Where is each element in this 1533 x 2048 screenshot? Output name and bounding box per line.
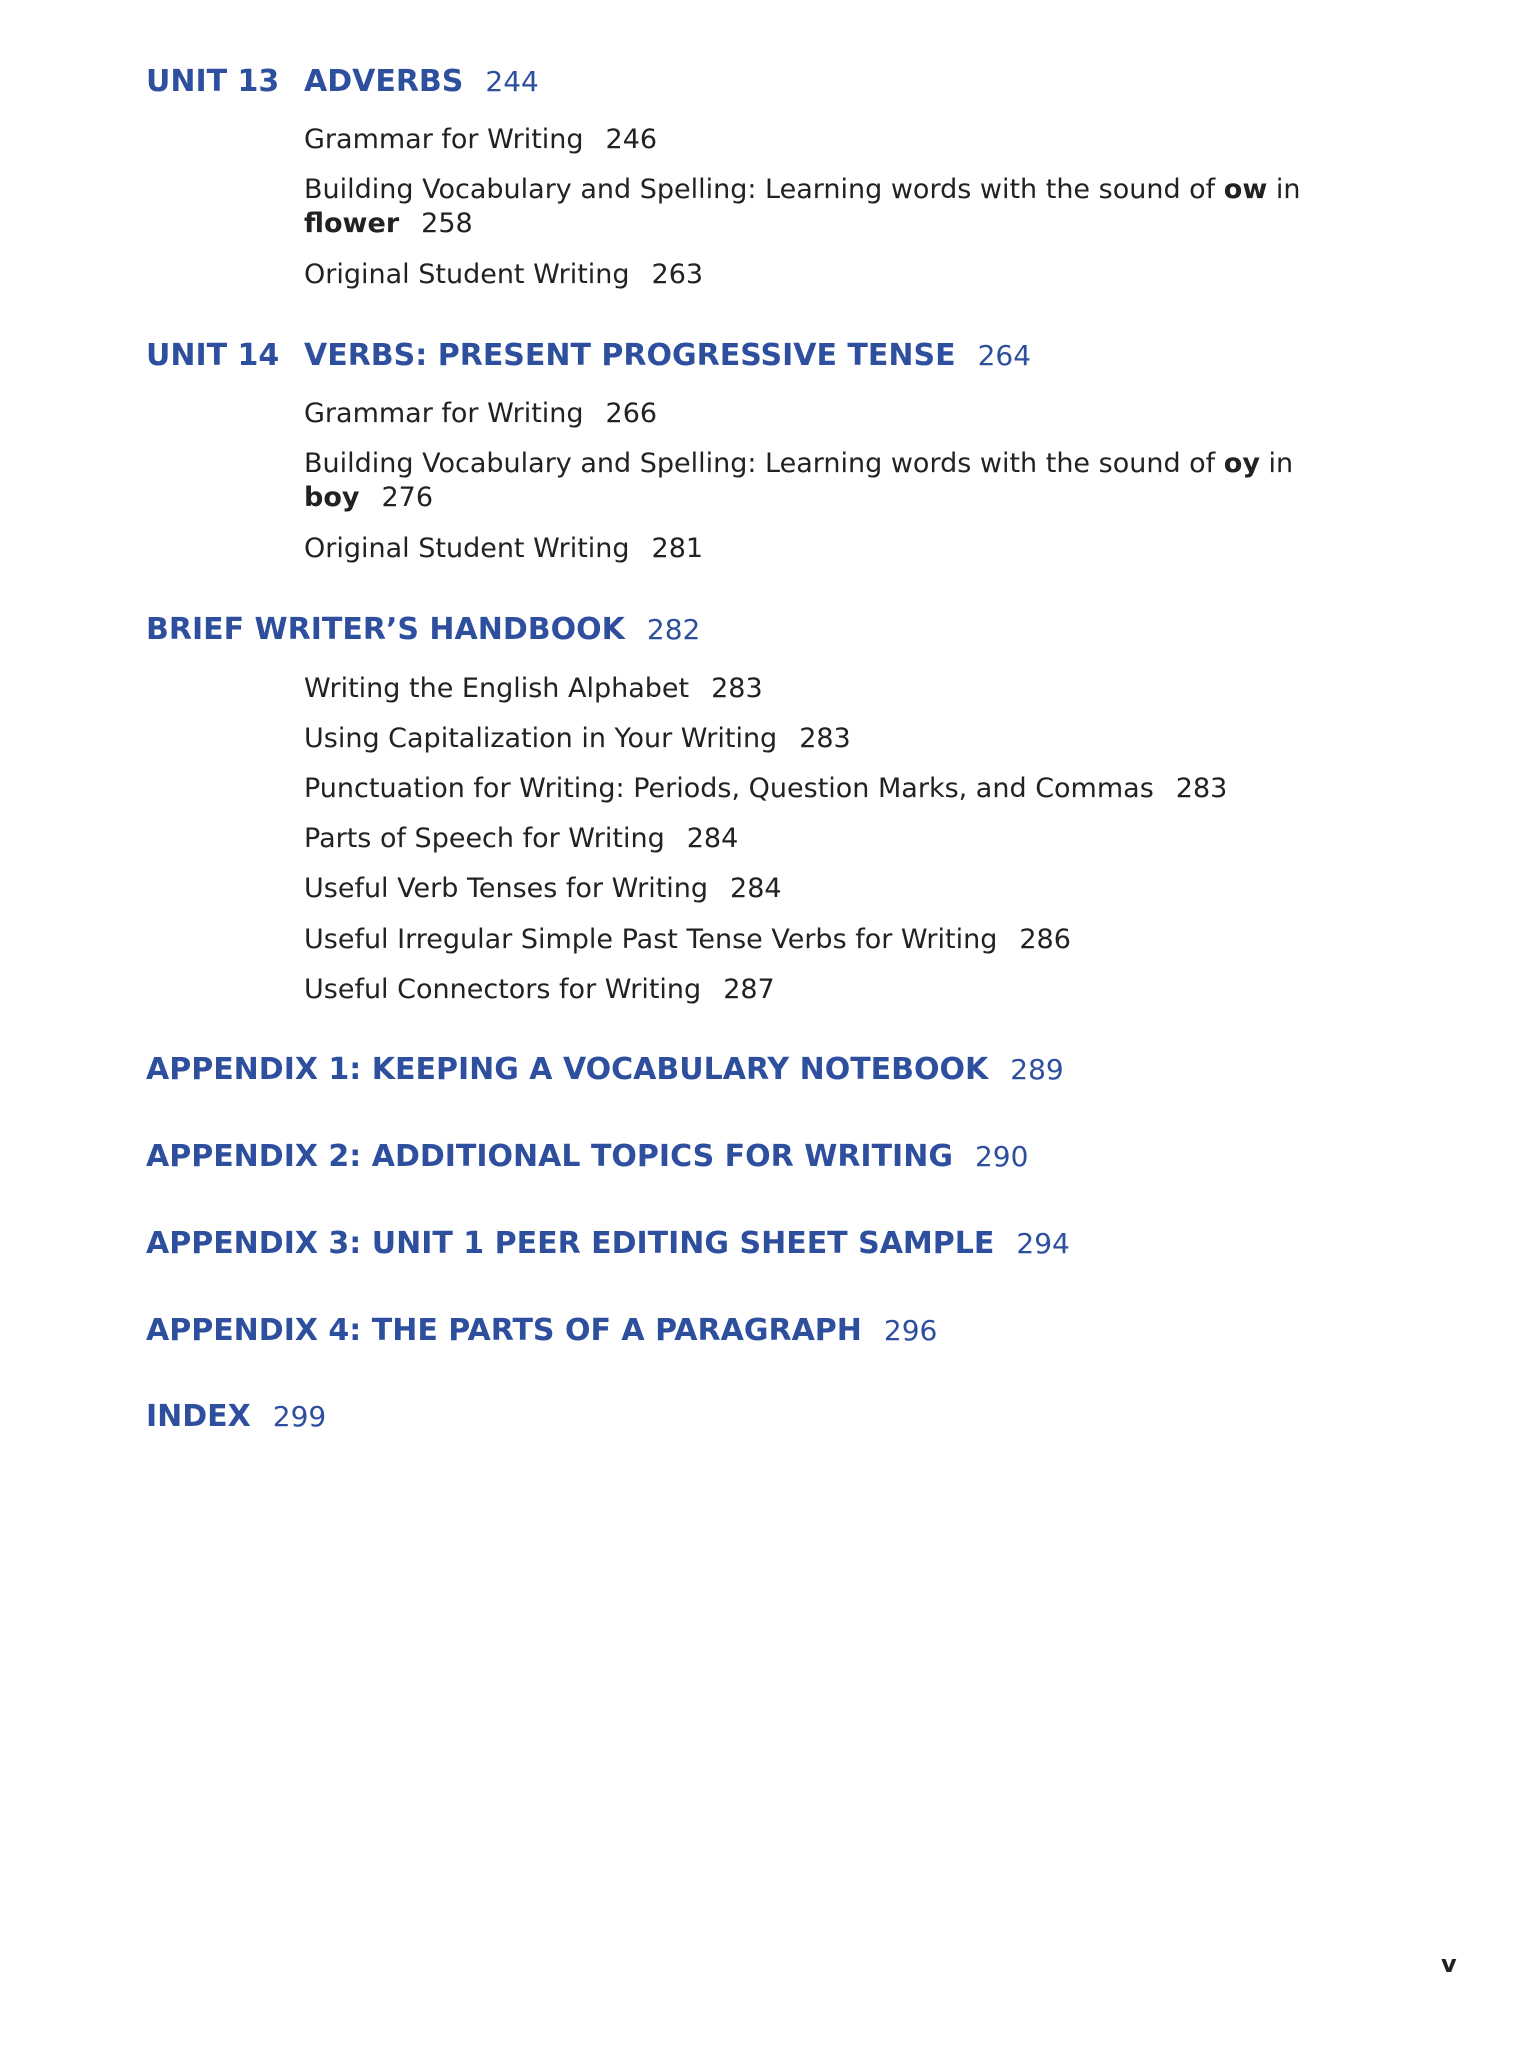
toc-entry[interactable] (304, 722, 851, 756)
page-number: 284 (686, 823, 739, 854)
unit-number: UNIT 14 (146, 338, 280, 373)
page-number: 281 (651, 533, 704, 564)
page-number: 266 (605, 398, 658, 429)
unit-title: ADVERBS (304, 64, 464, 99)
entry-title: Punctuation for Writing: Periods, Question Marks, and Commas (304, 773, 1154, 804)
appendix-1-heading[interactable] (146, 1052, 1064, 1088)
section-title: BRIEF WRITER’S HANDBOOK (146, 612, 625, 647)
entry-title: Using Capitalization in Your Writing (304, 723, 778, 754)
handbook-heading[interactable] (146, 612, 700, 648)
entry-bold-word: flower (304, 208, 400, 239)
unit-number: UNIT 13 (146, 64, 280, 99)
toc-entry[interactable] (304, 923, 1071, 957)
entry-title: Grammar for Writing (304, 124, 584, 155)
toc-entry[interactable] (304, 872, 782, 906)
toc-entry[interactable] (304, 772, 1227, 806)
page-number: 283 (1175, 773, 1228, 804)
appendix-2-heading[interactable] (146, 1139, 1028, 1175)
entry-connector: in (1275, 174, 1301, 205)
page-number: 282 (646, 613, 701, 646)
unit-13-heading[interactable] (146, 64, 539, 100)
toc-entry[interactable] (304, 173, 1324, 241)
unit-title: VERBS: PRESENT PROGRESSIVE TENSE (304, 338, 956, 373)
index-heading[interactable] (146, 1399, 326, 1435)
entry-title: Parts of Speech for Writing (304, 823, 665, 854)
unit-14-heading[interactable] (146, 338, 1031, 374)
page-number: 299 (272, 1400, 327, 1433)
page-number: 296 (883, 1314, 938, 1347)
section-title: APPENDIX 2: ADDITIONAL TOPICS FOR WRITING (146, 1139, 953, 1174)
page-number: 294 (1016, 1227, 1070, 1260)
page-number: 286 (1019, 924, 1071, 955)
toc-entry[interactable] (304, 672, 763, 706)
page-number: 287 (723, 974, 775, 1005)
page-number: 283 (711, 673, 763, 704)
entry-title: Useful Verb Tenses for Writing (304, 873, 709, 904)
entry-title: Original Student Writing (304, 259, 630, 290)
entry-title: Useful Irregular Simple Past Tense Verbs for Writing (304, 924, 998, 955)
entry-bold-letters: ow (1223, 174, 1268, 205)
page-number: 283 (799, 723, 851, 754)
toc-entry[interactable] (304, 258, 703, 292)
entry-title: Original Student Writing (304, 533, 630, 564)
toc-entry[interactable] (304, 123, 657, 157)
toc-entry[interactable] (304, 822, 738, 856)
toc-entry[interactable] (304, 973, 775, 1007)
entry-bold-word: boy (304, 482, 360, 513)
entry-bold-letters: oy (1223, 448, 1260, 479)
entry-title: Useful Connectors for Writing (304, 974, 702, 1005)
entry-connector: in (1268, 448, 1294, 479)
page-number: 258 (421, 208, 473, 239)
appendix-4-heading[interactable] (146, 1313, 937, 1349)
folio-page-number: v (1441, 1950, 1457, 1978)
page-number: 246 (605, 124, 658, 155)
entry-title: Grammar for Writing (304, 398, 584, 429)
entry-title: Building Vocabulary and Spelling: Learning words with the sound of (304, 448, 1216, 479)
toc-entry[interactable] (304, 447, 1324, 515)
page-number: 276 (381, 482, 434, 513)
page-number: 244 (485, 65, 539, 98)
section-title: APPENDIX 1: KEEPING A VOCABULARY NOTEBOOK (146, 1052, 989, 1087)
page-number: 290 (974, 1140, 1029, 1173)
toc-entry[interactable] (304, 397, 657, 431)
section-title: INDEX (146, 1399, 251, 1434)
section-title: APPENDIX 3: UNIT 1 PEER EDITING SHEET SAMPLE (146, 1226, 995, 1261)
entry-title: Writing the English Alphabet (304, 673, 690, 704)
page-number: 289 (1010, 1053, 1064, 1086)
page-number: 284 (730, 873, 782, 904)
appendix-3-heading[interactable] (146, 1226, 1070, 1262)
page-number: 264 (977, 339, 1032, 372)
entry-title: Building Vocabulary and Spelling: Learning words with the sound of (304, 174, 1216, 205)
page-number: 263 (651, 259, 704, 290)
section-title: APPENDIX 4: THE PARTS OF A PARAGRAPH (146, 1313, 862, 1348)
toc-entry[interactable] (304, 532, 703, 566)
